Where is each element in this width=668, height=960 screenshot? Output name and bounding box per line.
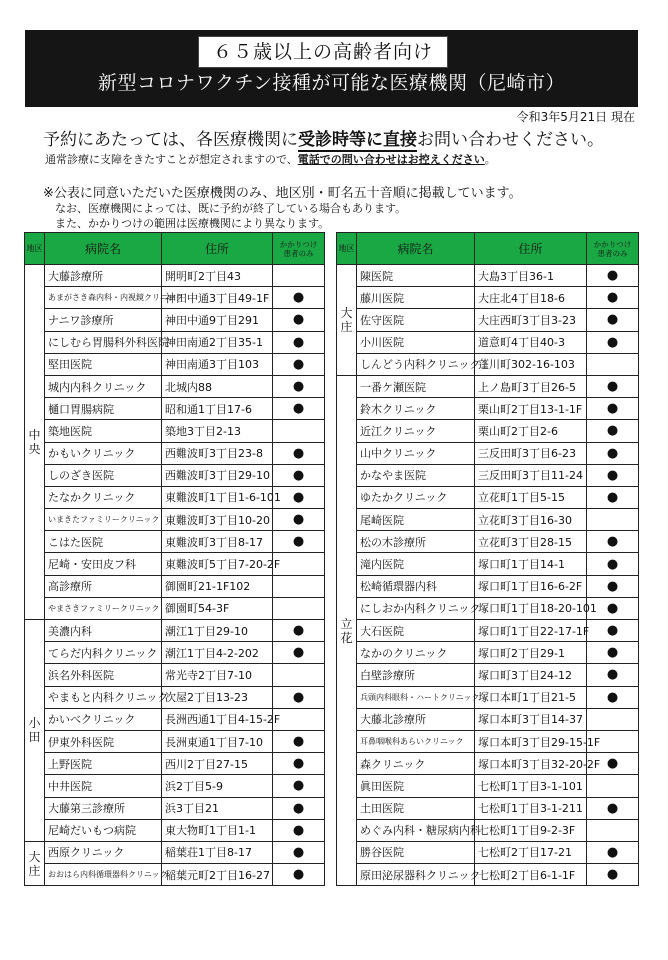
table-row — [25, 708, 325, 730]
clinic-address: 立花町1丁目5-15 — [475, 486, 587, 508]
title-line1: ６５歳以上の高齢者向け — [198, 36, 448, 68]
regular-patients-only-mark: ● — [273, 841, 325, 863]
clinic-address: 西難波町3丁目29-10 — [162, 464, 273, 486]
clinic-name: 尾崎医院 — [357, 509, 475, 531]
table-row — [337, 775, 639, 797]
header-name: 病院名 — [357, 233, 475, 265]
clinic-name: 佐守医院 — [357, 309, 475, 331]
table-row — [337, 464, 639, 486]
regular-patients-only-mark: ● — [587, 287, 639, 309]
clinic-name: 築地医院 — [45, 420, 162, 442]
clinic-address: 西難波町3丁目23-8 — [162, 442, 273, 464]
clinic-address: 西川2丁目27-15 — [162, 753, 273, 775]
clinic-address: 東難波町1丁目1-6-101 — [162, 486, 273, 508]
patients-note: また、かかりつけの範囲は医療機関により異なります。 — [55, 217, 330, 230]
regular-patients-only-mark: ● — [587, 486, 639, 508]
table-row — [25, 775, 325, 797]
clinic-address: 塚口町1丁目18-20-101 — [475, 597, 587, 619]
clinic-name: あまがさき森内科・内視鏡クリニック — [45, 287, 162, 309]
table-row — [25, 797, 325, 819]
table-row — [25, 331, 325, 353]
regular-patients-only-mark: ● — [273, 797, 325, 819]
title-line2: 新型コロナワクチン接種が可能な医療機関（尼崎市） — [97, 72, 566, 94]
clinic-address: 長洲東通1丁目7-10 — [162, 730, 273, 752]
regular-patients-only-mark: ● — [587, 265, 639, 287]
table-row — [337, 531, 639, 553]
clinic-name: やまさきファミリークリニック — [45, 597, 162, 619]
regular-patients-only-mark — [273, 708, 325, 730]
table-row — [25, 353, 325, 375]
district-cell: 小田 — [25, 620, 45, 842]
regular-patients-only-mark: ● — [587, 464, 639, 486]
table-row — [337, 331, 639, 353]
table-row — [25, 265, 325, 287]
header-address: 住所 — [475, 233, 587, 265]
clinic-name: 美濃内科 — [45, 620, 162, 642]
table-row — [25, 398, 325, 420]
clinic-address: 塚口本町3丁目29-15-1F — [475, 730, 587, 752]
clinic-address: 塚口町3丁目24-12 — [475, 664, 587, 686]
clinic-name: たなかクリニック — [45, 486, 162, 508]
header-patients: かかりつけ 患者のみ — [587, 233, 639, 265]
regular-patients-only-mark: ● — [273, 620, 325, 642]
regular-patients-only-mark: ● — [587, 864, 639, 886]
lead-notice: 予約にあたっては、各医療機関に受診時等に直接お問い合わせください。 — [43, 130, 604, 150]
clinic-address: 塚口本町1丁目21-5 — [475, 686, 587, 708]
table-row — [337, 753, 639, 775]
regular-patients-only-mark: ● — [587, 620, 639, 642]
table-header — [337, 233, 639, 265]
table-header — [25, 233, 325, 265]
regular-patients-only-mark: ● — [587, 309, 639, 331]
header-area: 地区 — [337, 233, 357, 265]
clinic-address: 東大物町1丁目1-1 — [162, 819, 273, 841]
regular-patients-only-mark: ● — [587, 642, 639, 664]
table-row — [25, 464, 325, 486]
table-row — [25, 486, 325, 508]
regular-patients-only-mark: ● — [273, 775, 325, 797]
clinic-address: 七松町2丁目17-21 — [475, 841, 587, 863]
clinic-name: 松の木診療所 — [357, 531, 475, 553]
clinic-name: 尼崎・安田皮フ科 — [45, 553, 162, 575]
clinic-name: 眞田医院 — [357, 775, 475, 797]
regular-patients-only-mark: ● — [273, 353, 325, 375]
clinic-name: 原田泌尿器科クリニック — [357, 864, 475, 886]
regular-patients-only-mark: ● — [587, 753, 639, 775]
clinic-name: 一番ケ瀬医院 — [357, 375, 475, 397]
regular-patients-only-mark: ● — [273, 864, 325, 886]
regular-patients-only-mark: ● — [273, 509, 325, 531]
table-row — [25, 420, 325, 442]
regular-patients-only-mark: ● — [273, 753, 325, 775]
clinic-name: なかのクリニック — [357, 642, 475, 664]
clinic-address: 浜2丁目5-9 — [162, 775, 273, 797]
clinic-address: 上ノ島町3丁目26-5 — [475, 375, 587, 397]
reservation-note: なお、医療機関によっては、既に予約が終了している場合もあります。 — [55, 202, 407, 215]
table-row — [337, 664, 639, 686]
clinic-name: 松崎循環器内科 — [357, 575, 475, 597]
clinic-address: 御園町54-3F — [162, 597, 273, 619]
publication-note: ※公表に同意いただいた医療機関のみ、地区別・町名五十音順に掲載しています。 — [43, 186, 522, 201]
regular-patients-only-mark: ● — [273, 331, 325, 353]
table-row — [337, 575, 639, 597]
clinic-address: 塚口町2丁目29-1 — [475, 642, 587, 664]
table-row — [337, 841, 639, 863]
clinic-name: こはた医院 — [45, 531, 162, 553]
clinic-address: 七松町1丁目3-1-211 — [475, 797, 587, 819]
clinic-name: 城内内科クリニック — [45, 375, 162, 397]
clinic-name: 兵頭内科眼科・ハートクリニック — [357, 686, 475, 708]
sub-notice: 通常診療に支障をきたすことが想定されますので、電話での問い合わせはお控えください。 — [45, 153, 496, 166]
table-row — [337, 309, 639, 331]
clinic-address: 常光寺2丁目7-10 — [162, 664, 273, 686]
clinic-address: 神田南通3丁目103 — [162, 353, 273, 375]
clinic-address: 東難波町3丁目8-17 — [162, 531, 273, 553]
clinic-name: かいべクリニック — [45, 708, 162, 730]
clinic-name: 西原クリニック — [45, 841, 162, 863]
clinic-name: かもいクリニック — [45, 442, 162, 464]
clinic-name: 大石医院 — [357, 620, 475, 642]
table-row — [337, 509, 639, 531]
clinic-table-right — [336, 232, 639, 886]
regular-patients-only-mark: ● — [273, 464, 325, 486]
clinic-address: 東難波町5丁目7-20-2F — [162, 553, 273, 575]
clinic-address: 神田中通9丁目291 — [162, 309, 273, 331]
regular-patients-only-mark: ● — [587, 597, 639, 619]
clinic-address: 潮江1丁目4-2-202 — [162, 642, 273, 664]
regular-patients-only-mark: ● — [587, 420, 639, 442]
clinic-name: 大藤第三診療所 — [45, 797, 162, 819]
clinic-name: いまきたファミリークリニック — [45, 509, 162, 531]
header-area: 地区 — [25, 233, 45, 265]
regular-patients-only-mark: ● — [273, 398, 325, 420]
regular-patients-only-mark — [273, 420, 325, 442]
clinic-name: 伊東外科医院 — [45, 730, 162, 752]
table-row — [337, 442, 639, 464]
clinic-address: 立花町3丁目16-30 — [475, 509, 587, 531]
clinic-table-left — [24, 232, 325, 886]
regular-patients-only-mark: ● — [587, 686, 639, 708]
regular-patients-only-mark: ● — [587, 442, 639, 464]
clinic-name: 藤川医院 — [357, 287, 475, 309]
table-row — [25, 309, 325, 331]
table-row — [337, 597, 639, 619]
table-row — [25, 753, 325, 775]
clinic-name: 勝谷医院 — [357, 841, 475, 863]
district-cell: 中央 — [25, 265, 45, 620]
as-of-date: 令和3年5月21日 現在 — [516, 110, 635, 124]
table-row — [25, 664, 325, 686]
table-row — [25, 509, 325, 531]
clinic-name: 土田医院 — [357, 797, 475, 819]
regular-patients-only-mark: ● — [587, 575, 639, 597]
regular-patients-only-mark — [273, 575, 325, 597]
regular-patients-only-mark: ● — [273, 642, 325, 664]
district-cell: 大庄 — [337, 265, 357, 376]
regular-patients-only-mark: ● — [587, 553, 639, 575]
clinic-name: めぐみ内科・糖尿病内科 — [357, 819, 475, 841]
table-row — [337, 398, 639, 420]
regular-patients-only-mark: ● — [587, 331, 639, 353]
clinic-name: 近江クリニック — [357, 420, 475, 442]
clinic-address: 昭和通1丁目17-6 — [162, 398, 273, 420]
regular-patients-only-mark — [273, 664, 325, 686]
table-row — [337, 864, 639, 886]
table-row — [25, 841, 325, 863]
clinic-address: 栗山町2丁目2-6 — [475, 420, 587, 442]
clinic-address: 築地3丁目2-13 — [162, 420, 273, 442]
clinic-name: 耳鼻咽喉科あらいクリニック — [357, 730, 475, 752]
clinic-address: 三反田町3丁目6-23 — [475, 442, 587, 464]
regular-patients-only-mark: ● — [587, 375, 639, 397]
clinic-address: 立花町3丁目28-15 — [475, 531, 587, 553]
clinic-name: 堅田医院 — [45, 353, 162, 375]
district-cell: 大庄 — [25, 841, 45, 885]
clinic-name: 陳医院 — [357, 265, 475, 287]
table-row — [337, 265, 639, 287]
regular-patients-only-mark — [273, 553, 325, 575]
regular-patients-only-mark: ● — [273, 531, 325, 553]
clinic-address: 栗山町2丁目13-1-1F — [475, 398, 587, 420]
clinic-name: しんどう内科クリニック — [357, 353, 475, 375]
header-patients: かかりつけ 患者のみ — [273, 233, 325, 265]
regular-patients-only-mark — [273, 597, 325, 619]
header-name: 病院名 — [45, 233, 162, 265]
clinic-address: 稲葉元町2丁目16-27 — [162, 864, 273, 886]
regular-patients-only-mark: ● — [587, 398, 639, 420]
clinic-address: 道意町4丁目40-3 — [475, 331, 587, 353]
clinic-address: 塚口町1丁目16-6-2F — [475, 575, 587, 597]
clinic-address: 神田中通3丁目49-1F — [162, 287, 273, 309]
regular-patients-only-mark: ● — [273, 309, 325, 331]
table-row — [337, 620, 639, 642]
clinic-address: 北城内88 — [162, 375, 273, 397]
table-row — [25, 553, 325, 575]
clinic-name: 大藤北診療所 — [357, 708, 475, 730]
clinic-address: 大庄北4丁目18-6 — [475, 287, 587, 309]
regular-patients-only-mark: ● — [587, 531, 639, 553]
regular-patients-only-mark — [587, 509, 639, 531]
clinic-address: 塚口町1丁目14-1 — [475, 553, 587, 575]
regular-patients-only-mark: ● — [273, 486, 325, 508]
table-row — [25, 597, 325, 619]
regular-patients-only-mark: ● — [273, 375, 325, 397]
clinic-name: 森クリニック — [357, 753, 475, 775]
regular-patients-only-mark: ● — [273, 287, 325, 309]
table-row — [337, 287, 639, 309]
clinic-address: 御園町21-1F102 — [162, 575, 273, 597]
district-cell: 立花 — [337, 375, 357, 885]
table-row — [25, 686, 325, 708]
table-row — [337, 353, 639, 375]
clinic-name: かなやま医院 — [357, 464, 475, 486]
regular-patients-only-mark: ● — [273, 442, 325, 464]
clinic-address: 大島3丁目36-1 — [475, 265, 587, 287]
clinic-name: にしおか内科クリニック — [357, 597, 475, 619]
clinic-name: 大藤診療所 — [45, 265, 162, 287]
table-row — [337, 730, 639, 752]
clinic-name: 浜名外科医院 — [45, 664, 162, 686]
clinic-name: やまもと内科クリニック — [45, 686, 162, 708]
table-row — [25, 375, 325, 397]
regular-patients-only-mark — [587, 708, 639, 730]
clinic-address: 開明町2丁目43 — [162, 265, 273, 287]
table-row — [25, 819, 325, 841]
clinic-address: 塚口本町3丁目14-37 — [475, 708, 587, 730]
clinic-address: 潮江1丁目29-10 — [162, 620, 273, 642]
clinic-address: 大庄西町3丁目3-23 — [475, 309, 587, 331]
table-row — [25, 287, 325, 309]
table-row — [25, 864, 325, 886]
clinic-address: 稲葉荘1丁目8-17 — [162, 841, 273, 863]
clinic-name: おおはら内科循環器科クリニック — [45, 864, 162, 886]
table-row — [337, 642, 639, 664]
clinic-name: 中井医院 — [45, 775, 162, 797]
table-row — [25, 642, 325, 664]
table-row — [337, 553, 639, 575]
table-row — [25, 575, 325, 597]
regular-patients-only-mark — [587, 819, 639, 841]
regular-patients-only-mark: ● — [587, 797, 639, 819]
clinic-address: 東難波町3丁目10-20 — [162, 509, 273, 531]
clinic-name: にしむら胃腸科外科医院 — [45, 331, 162, 353]
clinic-name: 上野医院 — [45, 753, 162, 775]
table-row — [337, 486, 639, 508]
clinic-name: 鈴木クリニック — [357, 398, 475, 420]
clinic-name: しのざき医院 — [45, 464, 162, 486]
table-row — [337, 686, 639, 708]
clinic-address: 長洲西通1丁目4-15-2F — [162, 708, 273, 730]
clinic-name: 白壁診療所 — [357, 664, 475, 686]
clinic-address: 浜3丁目21 — [162, 797, 273, 819]
table-row — [25, 620, 325, 642]
clinic-name: 高診療所 — [45, 575, 162, 597]
regular-patients-only-mark: ● — [273, 730, 325, 752]
table-row — [25, 442, 325, 464]
clinic-name: 滝内医院 — [357, 553, 475, 575]
table-row — [337, 797, 639, 819]
clinic-address: 次屋2丁目13-23 — [162, 686, 273, 708]
regular-patients-only-mark: ● — [273, 686, 325, 708]
regular-patients-only-mark: ● — [273, 819, 325, 841]
table-row — [337, 420, 639, 442]
table-row — [337, 708, 639, 730]
header-address: 住所 — [162, 233, 273, 265]
table-row — [337, 375, 639, 397]
table-row — [25, 531, 325, 553]
clinic-name: 山中クリニック — [357, 442, 475, 464]
clinic-address: 神田南通2丁目35-1 — [162, 331, 273, 353]
clinic-address: 塚口町1丁目22-17-1F — [475, 620, 587, 642]
clinic-name: ゆたかクリニック — [357, 486, 475, 508]
clinic-name: 樋口胃腸病院 — [45, 398, 162, 420]
clinic-name: 小川医院 — [357, 331, 475, 353]
clinic-address: 三反田町3丁目11-24 — [475, 464, 587, 486]
table-row — [25, 730, 325, 752]
regular-patients-only-mark — [273, 265, 325, 287]
regular-patients-only-mark — [587, 775, 639, 797]
table-row — [337, 819, 639, 841]
clinic-address: 蓬川町302-16-103 — [475, 353, 587, 375]
regular-patients-only-mark: ● — [587, 841, 639, 863]
regular-patients-only-mark: ● — [587, 664, 639, 686]
clinic-address: 七松町1丁目9-2-3F — [475, 819, 587, 841]
clinic-name: ナニワ診療所 — [45, 309, 162, 331]
clinic-name: 尼崎だいもつ病院 — [45, 819, 162, 841]
clinic-name: てらだ内科クリニック — [45, 642, 162, 664]
clinic-address: 七松町2丁目6-1-1F — [475, 864, 587, 886]
clinic-address: 七松町1丁目3-1-101 — [475, 775, 587, 797]
clinic-address: 塚口本町3丁目32-20-2F — [475, 753, 587, 775]
regular-patients-only-mark — [587, 353, 639, 375]
